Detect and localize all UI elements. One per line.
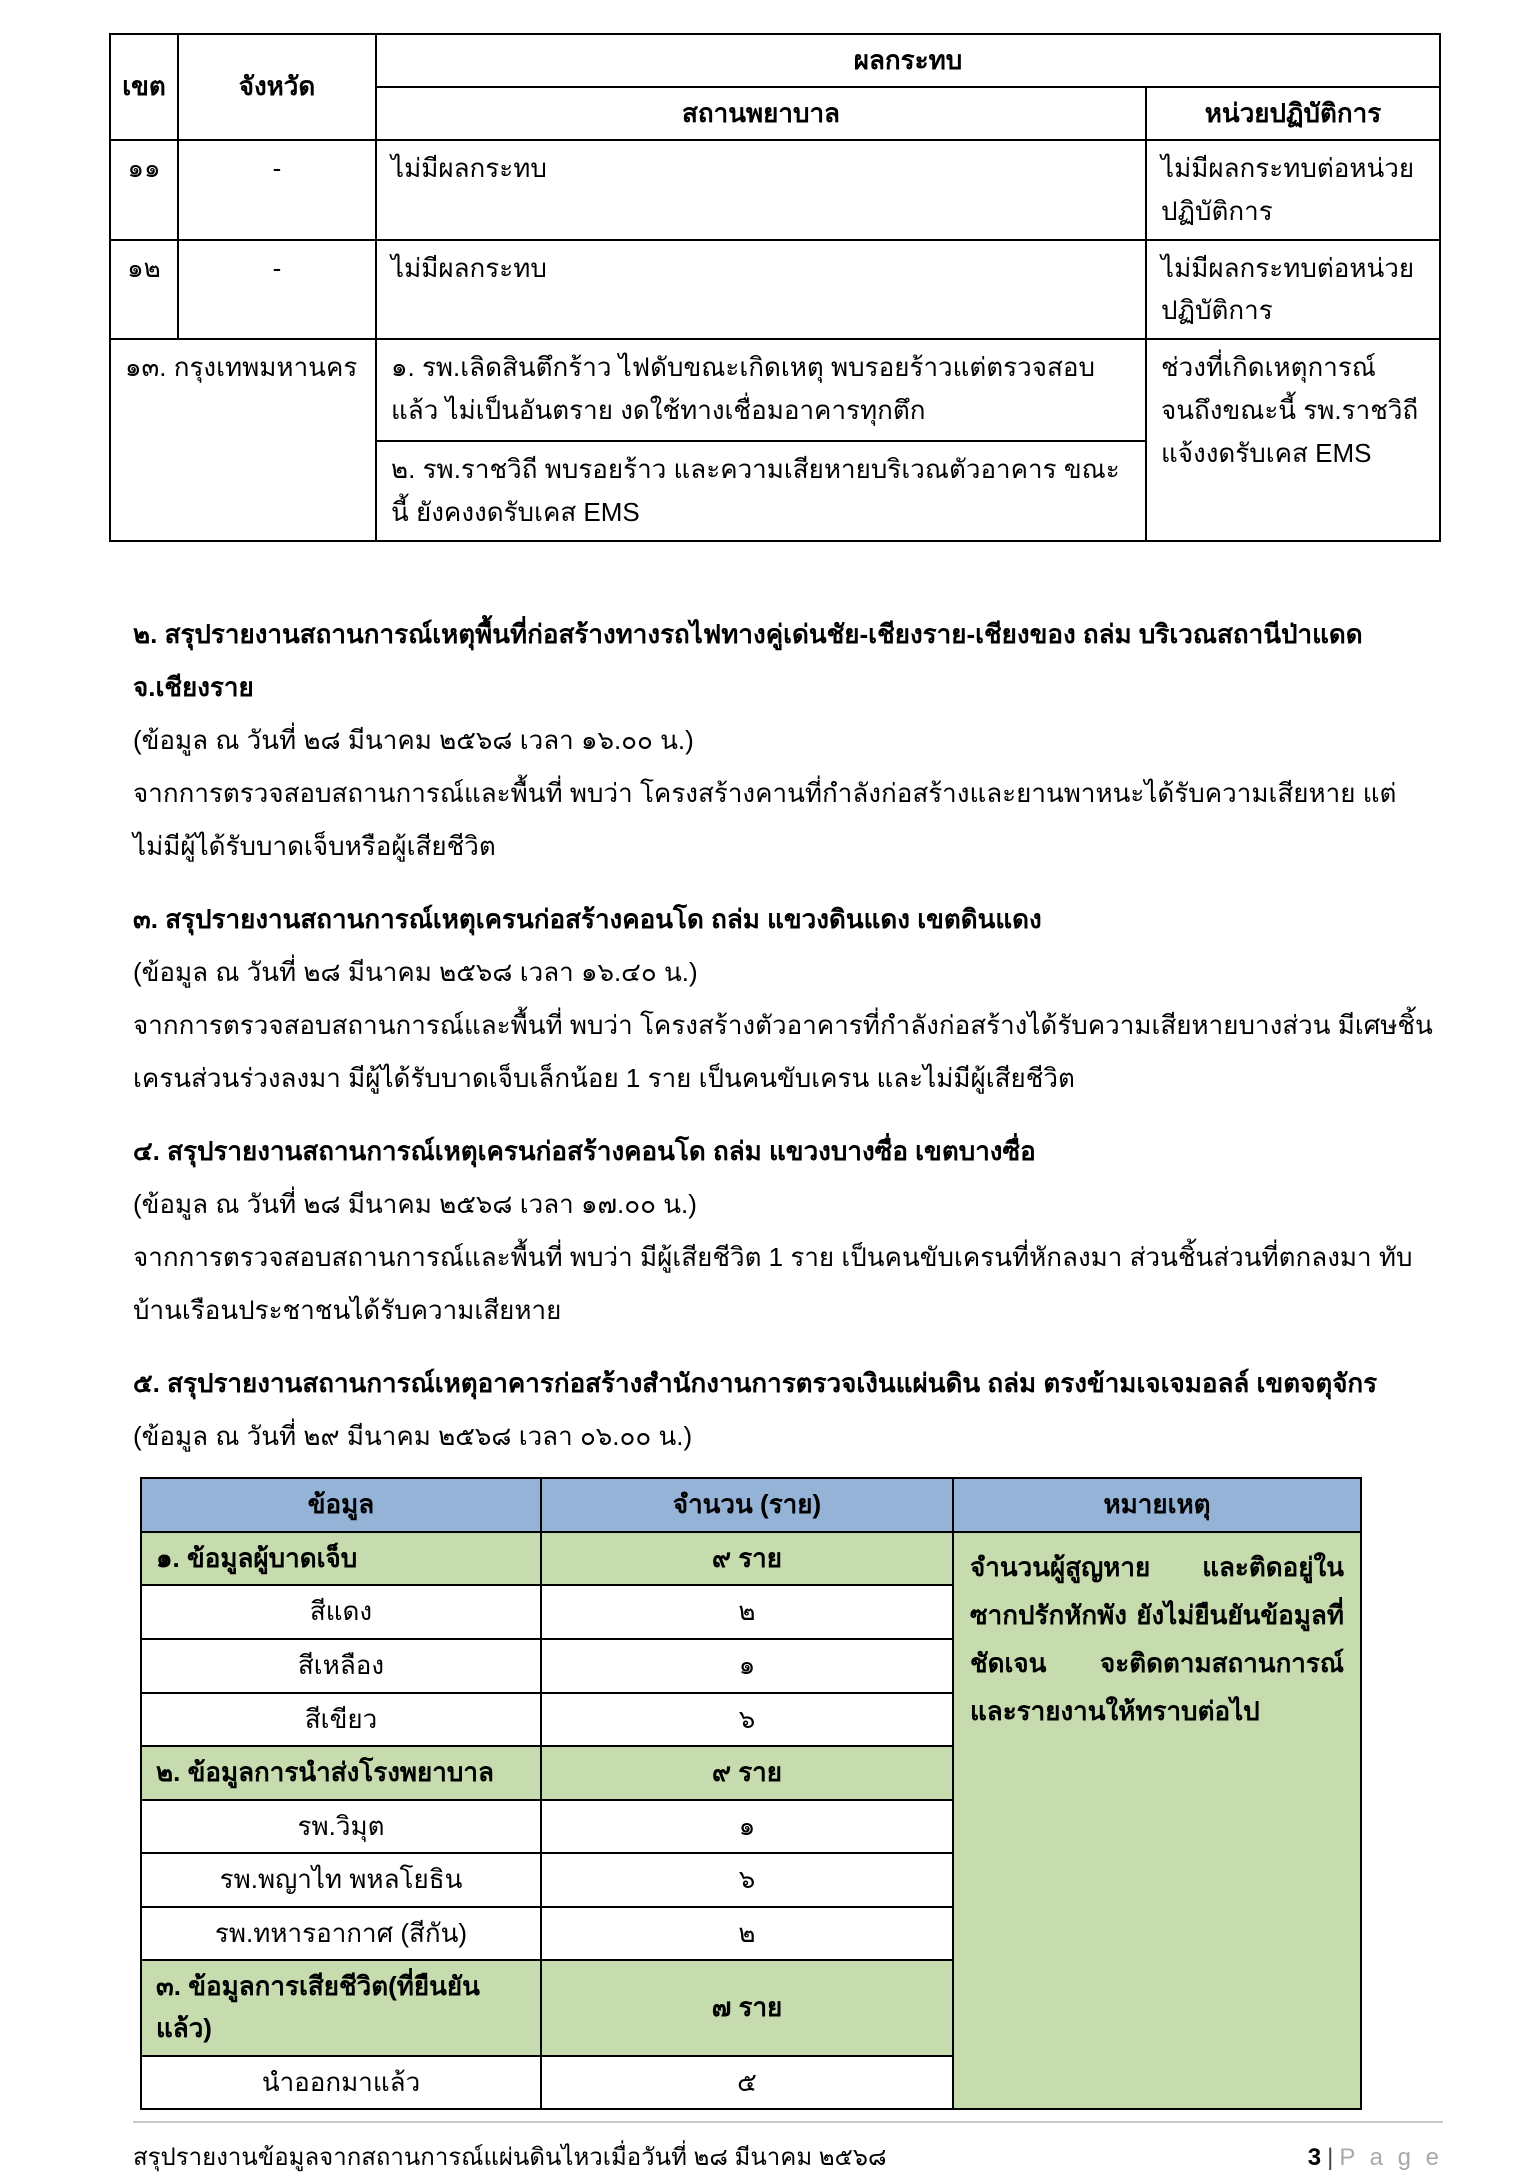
row-value: ๒ (541, 1907, 953, 1961)
col-header-impact: ผลกระทบ (376, 34, 1440, 87)
row-label: สีเขียว (141, 1693, 541, 1747)
operations-cell: ช่วงที่เกิดเหตุการณ์ จนถึงขณะนี้ รพ.ราชวิถี แจ้งงดรับเคส EMS (1146, 339, 1440, 541)
section-body: จากการตรวจสอบสถานการณ์และพื้นที่ พบว่า มีผู้เสียชีวิต 1 ราย เป็นคนขับเครนที่หักลงมา ส่วนชิ้นส่วนที่ตกลงมา ทับบ้านเรือนประชาชนได้รับความเสียหาย (133, 1242, 1413, 1326)
row-value: ๗ ราย (541, 1960, 953, 2055)
hospital-item: ๒. รพ.ราชวิถี พบรอยร้าว และความเสียหายบริเวณตัวอาคาร ขณะนี้ ยังคงงดรับเคส EMS (377, 440, 1145, 540)
section-title: ๔. สรุปรายงานสถานการณ์เหตุเครนก่อสร้างคอนโด ถล่ม แขวงบางซื่อ เขตบางซื่อ (133, 1136, 1036, 1167)
row-label: สีแดง (141, 1585, 541, 1639)
summary-table (140, 1477, 1362, 2110)
province-cell: - (178, 240, 376, 340)
page-number (1308, 2144, 1443, 2172)
impact-table-header-row-1 (110, 34, 1440, 87)
table-row (110, 339, 1440, 541)
section-subtitle: (ข้อมูล ณ วันที่ ๒๙ มีนาคม ๒๕๖๘ เวลา ๐๖.๐๐ น.) (133, 1421, 693, 1452)
zone-province-cell: ๑๓. กรุงเทพมหานคร (110, 339, 376, 541)
row-value: ๖ (541, 1853, 953, 1907)
page-number-separator: | (1327, 2144, 1334, 2172)
row-value: ๖ (541, 1693, 953, 1747)
page-number-value: 3 (1307, 2144, 1322, 2172)
col-header-zone: เขต (110, 34, 178, 140)
section-subtitle: (ข้อมูล ณ วันที่ ๒๘ มีนาคม ๒๕๖๘ เวลา ๑๗.๐๐ น.) (133, 1189, 697, 1220)
row-label: ๑. ข้อมูลผู้บาดเจ็บ (141, 1532, 541, 1586)
impact-table (109, 33, 1441, 542)
section-3 (133, 893, 1443, 1105)
row-value: ๑ (541, 1800, 953, 1854)
summary-header-row (141, 1478, 1361, 1532)
table-row (110, 140, 1440, 240)
section-title: ๓. สรุปรายงานสถานการณ์เหตุเครนก่อสร้างคอนโด ถล่ม แขวงดินแดง เขตดินแดง (133, 904, 1042, 935)
province-cell: - (178, 140, 376, 240)
row-label: รพ.ทหารอากาศ (สีกัน) (141, 1907, 541, 1961)
col-header-operations: หน่วยปฏิบัติการ (1146, 87, 1440, 140)
zone-cell: ๑๑ (110, 140, 178, 240)
hospital-cell: ไม่มีผลกระทบ (376, 240, 1146, 340)
row-value: ๕ (541, 2056, 953, 2110)
section-body: จากการตรวจสอบสถานการณ์และพื้นที่ พบว่า โครงสร้างคานที่กำลังก่อสร้างและยานพาหนะได้รับความเสียหาย แต่ไม่มีผู้ได้รับบาดเจ็บหรือผู้เสียชีวิต (133, 778, 1397, 862)
hospital-cell (376, 339, 1146, 541)
remark-cell: จำนวนผู้สูญหาย และติดอยู่ในซากปรักหักพัง ยังไม่ยืนยันข้อมูลที่ชัดเจน จะติดตามสถานการณ์และรายงานให้ทราบต่อไป (953, 1532, 1361, 2110)
page-footer (133, 2121, 1443, 2176)
zone-cell: ๑๒ (110, 240, 178, 340)
row-label: นำออกมาแล้ว (141, 2056, 541, 2110)
row-value: ๒ (541, 1585, 953, 1639)
col-header-count: จำนวน (ราย) (541, 1478, 953, 1532)
row-value: ๙ ราย (541, 1532, 953, 1586)
row-value: ๙ ราย (541, 1746, 953, 1800)
hospital-cell: ไม่มีผลกระทบ (376, 140, 1146, 240)
row-label: รพ.พญาไท พหลโยธิน (141, 1853, 541, 1907)
col-header-data: ข้อมูล (141, 1478, 541, 1532)
col-header-hospital: สถานพยาบาล (376, 87, 1146, 140)
section-title: ๒. สรุปรายงานสถานการณ์เหตุพื้นที่ก่อสร้างทางรถไฟทางคู่เด่นชัย-เชียงราย-เชียงของ ถล่ม บริเวณสถานีป่าแดด จ.เชียงราย (133, 619, 1363, 703)
table-row (141, 1532, 1361, 1586)
hospital-item: ๑. รพ.เลิดสินตึกร้าว ไฟดับขณะเกิดเหตุ พบรอยร้าวแต่ตรวจสอบแล้ว ไม่เป็นอันตราย งดใช้ทางเชื่อมอาคารทุกตึก (391, 352, 1095, 426)
row-value: ๑ (541, 1639, 953, 1693)
row-label: รพ.วิมุต (141, 1800, 541, 1854)
col-header-province: จังหวัด (178, 34, 376, 140)
page-word: P a g e (1339, 2144, 1443, 2172)
section-body: จากการตรวจสอบสถานการณ์และพื้นที่ พบว่า โครงสร้างตัวอาคารที่กำลังก่อสร้างได้รับความเสียหายบางส่วน มีเศษชิ้นเครนส่วนร่วงลงมา มีผู้ได้รับบาดเจ็บเล็กน้อย 1 ราย เป็นคนขับเครน และไม่มีผู้เสียชีวิต (133, 1010, 1433, 1094)
operations-cell: ไม่มีผลกระทบต่อหน่วยปฏิบัติการ (1146, 140, 1440, 240)
row-label: ๓. ข้อมูลการเสียชีวิต(ที่ยืนยันแล้ว) (141, 1960, 541, 2055)
col-header-remark: หมายเหตุ (953, 1478, 1361, 1532)
section-5 (133, 1357, 1443, 1463)
row-label: สีเหลือง (141, 1639, 541, 1693)
section-4 (133, 1125, 1443, 1337)
table-row (110, 240, 1440, 340)
section-subtitle: (ข้อมูล ณ วันที่ ๒๘ มีนาคม ๒๕๖๘ เวลา ๑๖.๐๐ น.) (133, 725, 694, 756)
section-title: ๕. สรุปรายงานสถานการณ์เหตุอาคารก่อสร้างสำนักงานการตรวจเงินแผ่นดิน ถล่ม ตรงข้ามเจเจมอลล์ เขตจตุจักร (133, 1368, 1378, 1399)
footer-text: สรุปรายงานข้อมูลจากสถานการณ์แผ่นดินไหวเมื่อวันที่ ๒๘ มีนาคม ๒๕๖๘ (133, 2144, 887, 2172)
section-subtitle: (ข้อมูล ณ วันที่ ๒๘ มีนาคม ๒๕๖๘ เวลา ๑๖.๔๐ น.) (133, 957, 698, 988)
section-2 (133, 608, 1443, 873)
row-label: ๒. ข้อมูลการนำส่งโรงพยาบาล (141, 1746, 541, 1800)
operations-cell: ไม่มีผลกระทบต่อหน่วยปฏิบัติการ (1146, 240, 1440, 340)
